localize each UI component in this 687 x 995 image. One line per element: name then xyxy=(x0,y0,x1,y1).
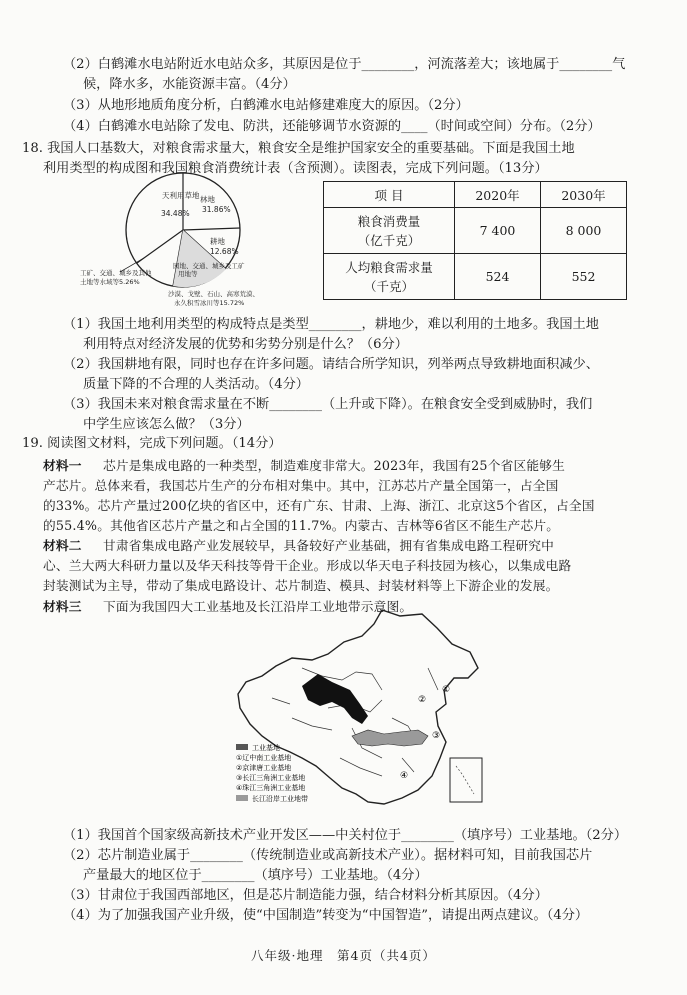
pie-left-callout-line2: 土地等水域等5.26% xyxy=(80,278,140,286)
table-row xyxy=(324,208,627,254)
legend-title: 工业基地 xyxy=(252,744,280,752)
table-header-2030: 2030年 xyxy=(541,182,627,208)
table-cell-2030: 8 000 xyxy=(541,208,627,254)
base-marker-2: ② xyxy=(418,695,427,705)
pie-divider-right xyxy=(183,228,240,230)
pie-label-crop-value: 12.68% xyxy=(210,247,239,256)
q17-part3: （3）从地形地质角度分析，白鹤滩水电站修建难度大的原因。（2分） xyxy=(63,98,469,113)
pie-label-crop-name: 耕地 xyxy=(210,237,225,246)
q19-part2-line2: 产量最大的地区位于________（填序号）工业基地。（4分） xyxy=(83,868,428,883)
pie-label-grass-value: 34.48% xyxy=(161,209,190,218)
table-header-item: 项 目 xyxy=(324,182,455,208)
q18-part3-line2: 中学生应该怎么做？（3分） xyxy=(83,417,250,432)
q17-part4: （4）白鹤滩水电站除了发电、防洪，还能够调节水资源的____（时间或空间）分布。（2分） xyxy=(63,119,601,134)
table-row xyxy=(324,254,627,300)
yangtze-belt xyxy=(352,730,428,746)
land-use-pie-chart xyxy=(78,168,318,308)
pie-label-water-value: 用地等 xyxy=(178,270,198,278)
base-marker-4: ④ xyxy=(400,771,409,781)
q19-part3: （3）甘肃位于我国西部地区，但是芯片制造能力强，结合材料分析其原因。（4分） xyxy=(63,888,548,903)
pie-label-forest-name: 林地 xyxy=(200,195,215,204)
pie-label-forest-value: 31.86% xyxy=(202,205,231,214)
pie-label-other-value: 永久积雪冰川等15.72% xyxy=(174,299,245,307)
q18-part1-line1: （1）我国土地利用类型的构成特点是类型________，耕地少，难以利用的土地多。我国土地 xyxy=(63,317,599,332)
page-footer: 八年级·地理 第4页（共4页） xyxy=(251,948,436,963)
legend-item-5: 长江沿岸工业地带 xyxy=(252,795,308,803)
table-row-label-line2: （亿千克） xyxy=(357,232,421,248)
table-header-row xyxy=(324,182,627,208)
material1-line4: 的55.4%。其他省区芯片产量之和占全国的11.7%。内蒙古、吉林等6省区不能生产芯片。 xyxy=(43,518,560,533)
material1-line3: 的33%。芯片产量过200亿块的省区中，还有广东、甘肃、上海、浙江、北京这5个省区，占全国 xyxy=(43,498,595,513)
table-row-label-line1: 粮食消费量 xyxy=(357,213,421,229)
material3-line1: 下面为我国四大工业基地及长江沿岸工业地带示意图。 xyxy=(103,599,413,614)
pie-label-water-name: 园地、交通、城乡及工矿 xyxy=(173,262,245,270)
inset-boundary xyxy=(456,766,474,794)
table-header-2020: 2020年 xyxy=(455,182,541,208)
q18-part1-line2: 利用特点对经济发展的优势和劣势分别是什么？（6分） xyxy=(83,337,408,352)
table-row-label xyxy=(324,208,455,254)
pie-label-other-name: 沙漠、戈壁、石山、高寒荒漠、 xyxy=(168,290,259,298)
province-borders xyxy=(272,668,441,776)
table-row-label-line2: （千克） xyxy=(363,278,414,294)
material1-line2: 产芯片。总体来看，我国芯片生产的分布相对集中。其中，江苏芯片产量全国第一，占全国 xyxy=(43,478,559,493)
material2-line2: 心、兰大两大科研力量以及华天科技等骨干企业。形成以华天电子科技园为核心，以集成电路 xyxy=(43,558,572,573)
legend-item-2: ②京津唐工业基地 xyxy=(236,764,292,772)
legend-item-4: ④珠江三角洲工业基地 xyxy=(236,784,306,792)
material1-label: 材料一 xyxy=(43,458,82,473)
table-row-label xyxy=(324,254,455,300)
legend-swatch xyxy=(236,744,248,750)
material1-line1: 芯片是集成电路的一种类型，制造难度非常大。2023年，我国有25个省区能够生 xyxy=(103,458,566,473)
base-marker-1: ① xyxy=(442,685,451,695)
q18-intro-line2: 利用类型的构成图和我国粮食消费统计表（含预测）。读图表，完成下列问题。（13分） xyxy=(43,161,548,176)
q18-part2-line1: （2）我国耕地有限，同时也存在许多问题。请结合所学知识，列举两点导致耕地面积减少、 xyxy=(63,357,599,372)
legend-belt-swatch xyxy=(236,795,248,801)
q19-part4: （4）为了加强我国产业升级，使“中国制造”转变为“中国智造”，请提出两点建议。（4分） xyxy=(63,908,589,923)
gansu-region xyxy=(302,674,368,724)
industrial-base-map xyxy=(232,608,492,822)
legend-item-3: ③长江三角洲工业基地 xyxy=(236,774,306,782)
q18-intro-line1: 18. 我国人口基数大，对粮食需求量大，粮食安全是维护国家安全的重要基础。下面是我国土地 xyxy=(22,141,575,156)
q19-part1: （1）我国首个国家级高新技术产业开发区——中关村位于________（填序号）工业基地。（2分） xyxy=(63,828,628,843)
base-marker-3: ③ xyxy=(432,731,441,741)
q19-intro: 19. 阅读图文材料，完成下列问题。（14分） xyxy=(22,436,282,451)
pie-left-callout-line1: 工矿、交通、城乡及其他 xyxy=(80,269,152,277)
q17-part2-line2: 候，降水多，水能资源丰富。（4分） xyxy=(83,77,296,92)
material3-label: 材料三 xyxy=(43,599,82,614)
q17-part2-line1: （2）白鹤滩水电站附近水电站众多，其原因是位于________，河流落差大；该地属于________气 xyxy=(63,57,626,72)
material2-label: 材料二 xyxy=(43,538,82,553)
q18-part3-line1: （3）我国未来对粮食需求量在不断________（上升或下降）。在粮食安全受到威胁时，我们 xyxy=(63,397,593,412)
legend-item-1: ①辽中南工业基地 xyxy=(236,754,292,762)
table-cell-2020: 7 400 xyxy=(455,208,541,254)
material2-line1: 甘肃省集成电路产业发展较早，具备较好产业基础，拥有省集成电路工程研究中 xyxy=(103,538,555,553)
q18-part2-line2: 质量下降的不合理的人类活动。（4分） xyxy=(83,377,309,392)
material2-line3: 封装测试为主导，带动了集成电路设计、芯片制造、模具、封装材料等上下游企业的发展。 xyxy=(43,578,559,593)
table-cell-2030: 552 xyxy=(541,254,627,300)
pie-label-grass-name: 天利用草地 xyxy=(162,191,200,200)
table-cell-2020: 524 xyxy=(455,254,541,300)
table-row-label-line1: 人均粮食需求量 xyxy=(345,259,433,275)
q19-part2-line1: （2）芯片制造业属于________（传统制造业或高新技术产业）。据材料可知，目前我国芯片 xyxy=(63,848,593,863)
grain-consumption-table xyxy=(323,181,627,300)
